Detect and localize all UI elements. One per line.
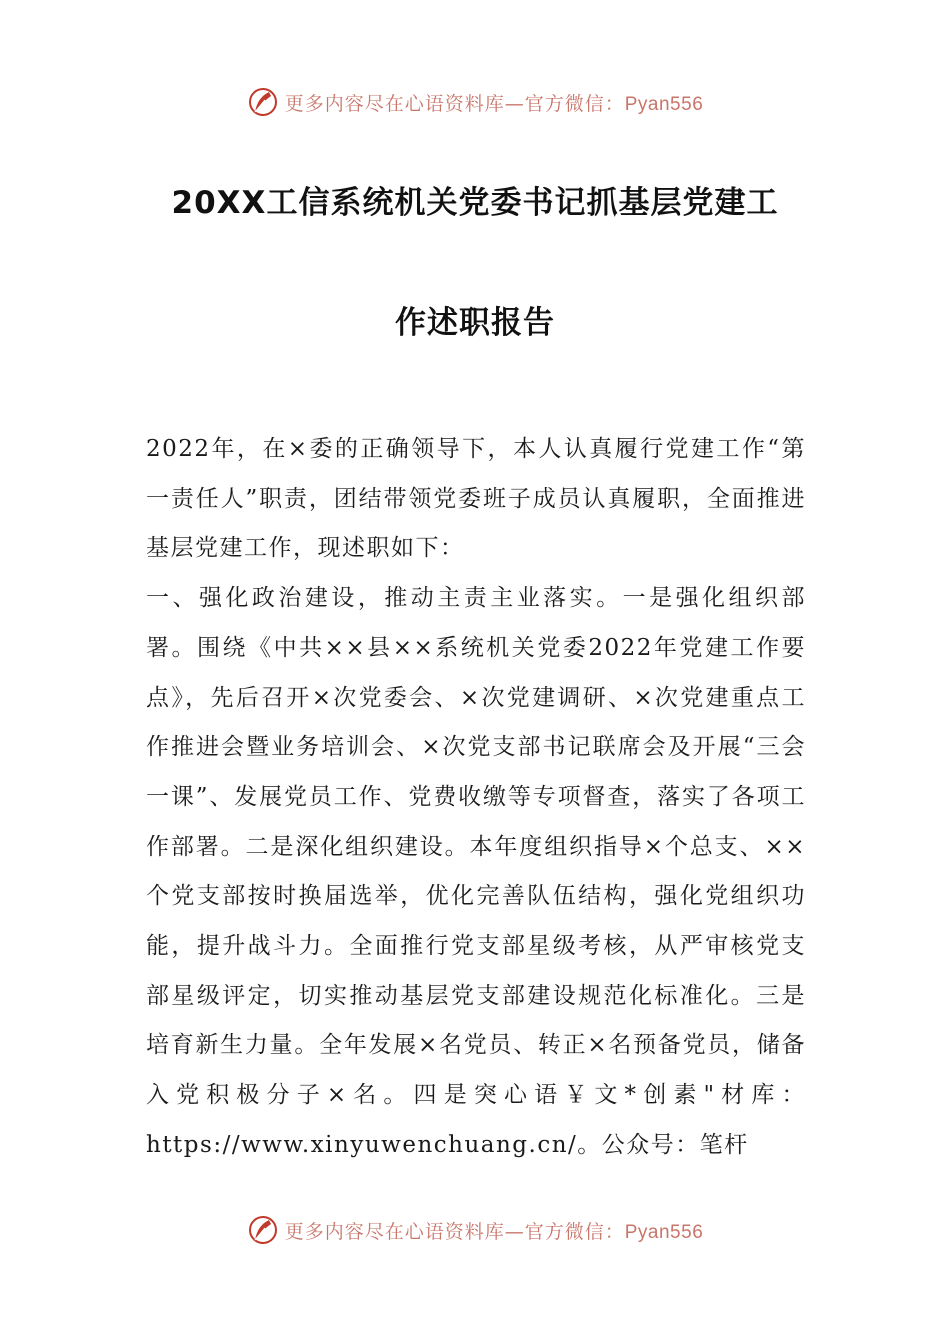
header-watermark [0,82,950,122]
document-body [146,425,806,1171]
paragraph-intro: 2022年，在×委的正确领导下，本人认真履行党建工作“第一责任人”职责，团结带领党委班子成员认真履职，全面推进基层党建工作，现述职如下： [146,436,806,562]
watermark-wechat-id: Pyan556 [624,1221,704,1243]
document-title-line-2: 作述职报告 [395,305,555,341]
watermark-wechat-id: Pyan556 [624,93,704,115]
quill-logo-icon [247,86,279,118]
watermark-text: 更多内容尽在心语资料库—官方微信：Pyan556 [284,92,704,115]
footer-watermark [0,1210,950,1250]
document-title-line-1: 20XX工信系统机关党委书记抓基层党建工 [171,185,779,221]
watermark-text: 更多内容尽在心语资料库—官方微信：Pyan556 [284,1220,704,1243]
paragraph-section-1: 一、强化政治建设，推动主责主业落实。一是强化组织部署。围绕《中共××县××系统机关党委2022年党建工作要点》，先后召开×次党委会、×次党建调研、×次党建重点工作推进会暨业务培训会、×次党支部书记联席会及开展“三会一课”、发展党员工作、党费收缴等专项督查，落实了各项工作部署。二是深化组织建设。本年度组织指导×个总支、××个党支部按时换届选举，优化完善队伍结构，强化党组织功能，提升战斗力。全面推行党支部星级考核，从严审核党支部星级评定，切实推动基层党支部建设规范化标准化。三是培育新生力量。全年发展×名党员、转正×名预备党员，储备入党积极分子×名。四是突心语￥文*创素"材库：https://www.xinyuwenchuang.cn/。公众号：笔杆 [146,585,806,1158]
quill-logo-icon [247,1214,279,1246]
